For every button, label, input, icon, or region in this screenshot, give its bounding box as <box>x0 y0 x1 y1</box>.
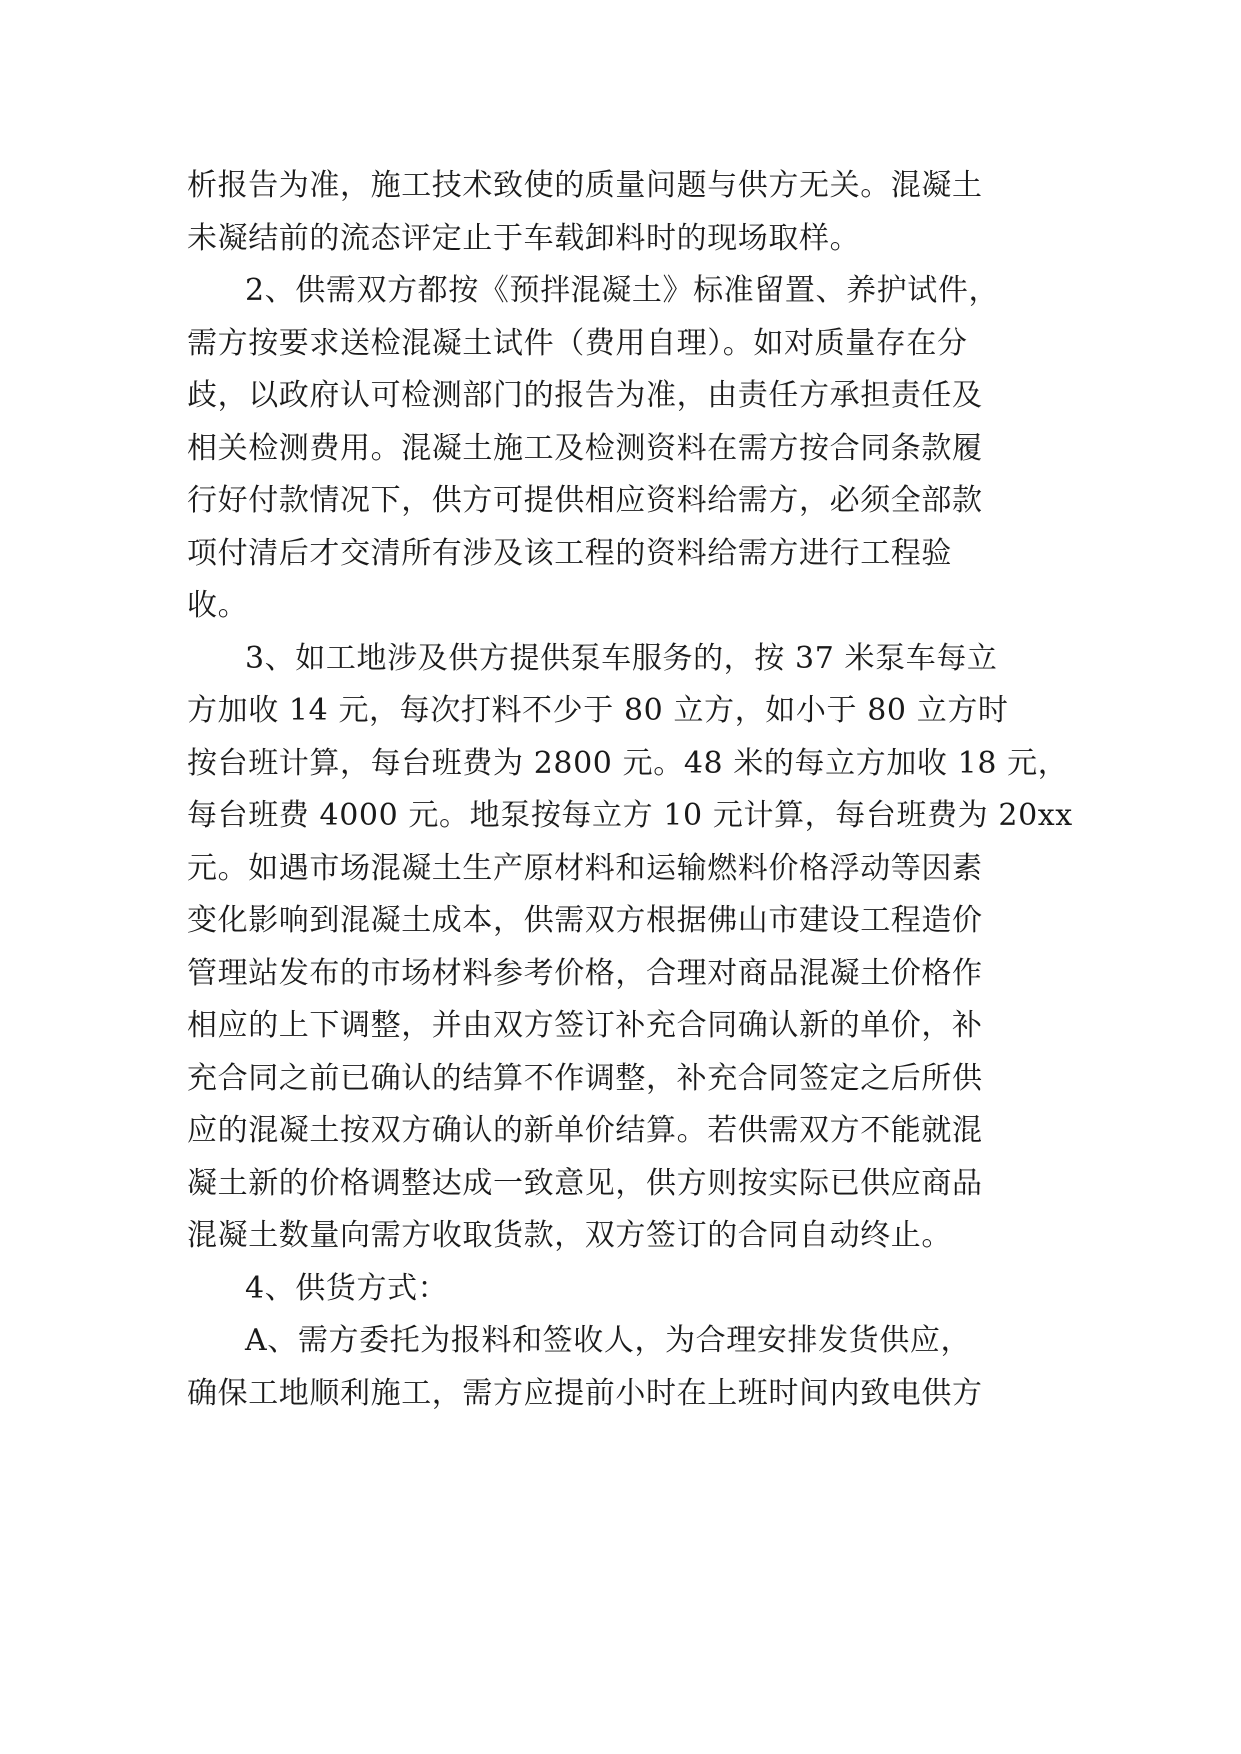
text-line: 应的混凝土按双方确认的新单价结算。若供需双方不能就混 <box>187 1113 983 1148</box>
text-line: 需方按要求送检混凝土试件（费用自理）。如对质量存在分 <box>187 325 968 361</box>
text-line: 凝土新的价格调整达成一致意见，供方则按实际已供应商品 <box>187 1165 983 1201</box>
text-line: 未凝结前的流态评定止于车载卸料时的现场取样。 <box>187 220 861 256</box>
clause-2-first-line: 2、供需双方都按《预拌混凝土》标准留置、养护试件， <box>245 273 1000 308</box>
clause-3-first-line: 3、如工地涉及供方提供泵车服务的，按 37 米泵车每立 <box>245 640 998 676</box>
text-line: 按台班计算，每台班费为 2800 元。48 米的每立方加收 18 元， <box>187 745 1069 781</box>
text-line: 混凝土数量向需方收取货款，双方签订的合同自动终止。 <box>187 1218 952 1253</box>
text-line: 确保工地顺利施工，需方应提前小时在上班时间内致电供方 <box>187 1375 983 1411</box>
text-line: 元。如遇市场混凝土生产原材料和运输燃料价格浮动等因素 <box>187 850 983 886</box>
clause-4-heading: 4、供货方式： <box>245 1270 449 1306</box>
text-line: 歧，以政府认可检测部门的报告为准，由责任方承担责任及 <box>187 378 983 413</box>
text-line: 变化影响到混凝土成本，供需双方根据佛山市建设工程造价 <box>187 903 983 938</box>
text-line: 相关检测费用。混凝土施工及检测资料在需方按合同条款履 <box>187 430 983 466</box>
text-line: 充合同之前已确认的结算不作调整，补充合同签定之后所供 <box>187 1060 983 1096</box>
document-body <box>187 160 1077 1420</box>
text-line: 方加收 14 元，每次打料不少于 80 立方，如小于 80 立方时 <box>187 693 1009 728</box>
text-line: 相应的上下调整，并由双方签订补充合同确认新的单价，补 <box>187 1008 983 1043</box>
text-line: 收。 <box>187 588 249 623</box>
text-line: 项付清后才交清所有涉及该工程的资料给需方进行工程验 <box>187 535 952 571</box>
text-line: 每台班费 4000 元。地泵按每立方 10 元计算，每台班费为 20xx <box>187 798 1073 833</box>
text-line: 行好付款情况下，供方可提供相应资料给需方，必须全部款 <box>187 483 983 518</box>
text-line: 管理站发布的市场材料参考价格，合理对商品混凝土价格作 <box>187 955 983 991</box>
clause-4a-first-line: A、需方委托为报料和签收人，为合理安排发货供应， <box>245 1323 972 1358</box>
text-line: 析报告为准，施工技术致使的质量问题与供方无关。混凝土 <box>187 168 983 203</box>
